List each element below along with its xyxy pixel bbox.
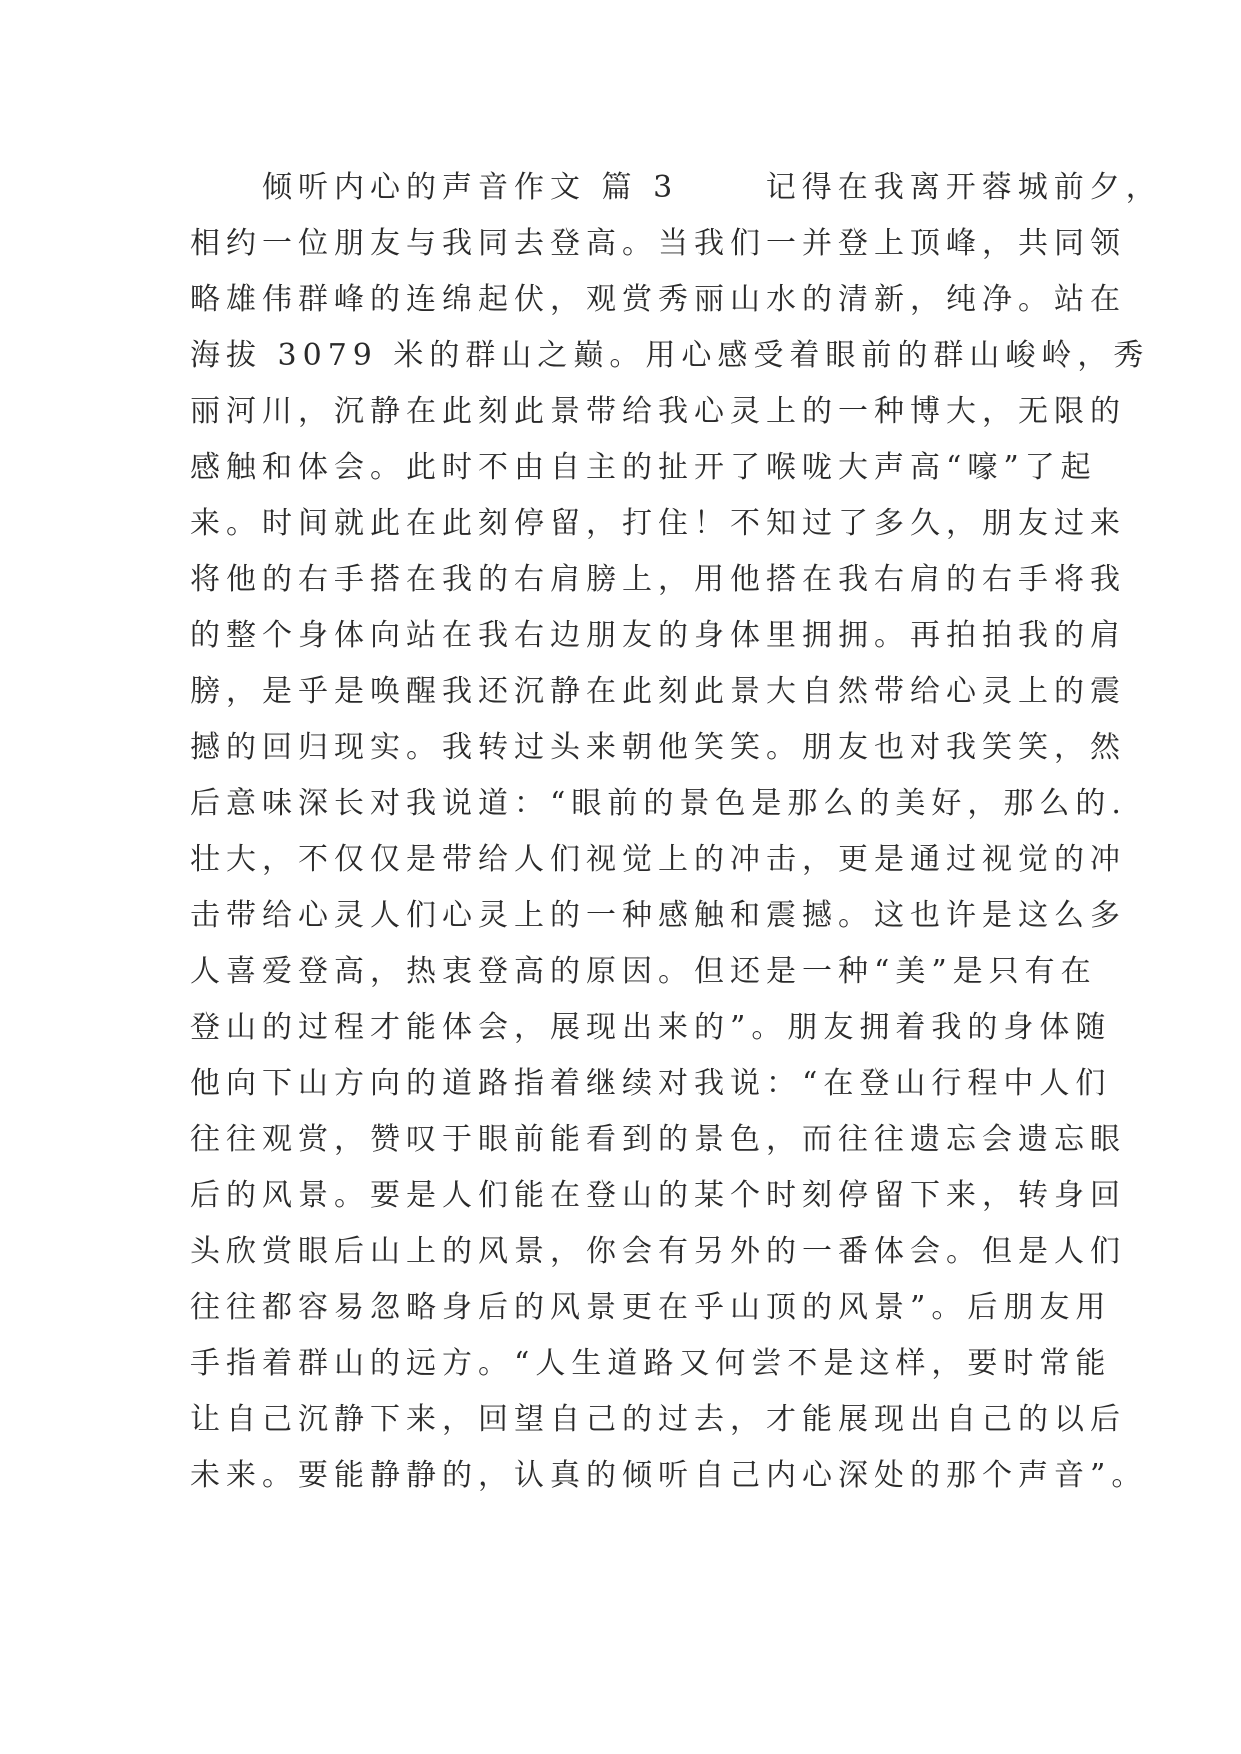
essay-line: 感触和体会。此时不由自主的扯开了喉咙大声高“嚎”了起 <box>190 450 1097 485</box>
essay-line: 相约一位朋友与我同去登高。当我们一并登上顶峰，共同领 <box>190 226 1126 261</box>
essay-line: 倾听内心的声音作文 篇 3 记得在我离开蓉城前夕， <box>190 170 1162 205</box>
essay-line: 略雄伟群峰的连绵起伏，观赏秀丽山水的清新，纯净。站在 <box>190 282 1126 317</box>
essay-line: 手指着群山的远方。“人生道路又何尝不是这样，要时常能 <box>190 1346 1112 1381</box>
essay-line: 登山的过程才能体会，展现出来的”。朋友拥着我的身体随 <box>190 1010 1112 1045</box>
essay-line: 膀，是乎是唤醒我还沉静在此刻此景大自然带给心灵上的震 <box>190 674 1126 709</box>
essay-body <box>190 160 1162 1504</box>
essay-line: 丽河川，沉静在此刻此景带给我心灵上的一种博大，无限的 <box>190 394 1126 429</box>
essay-line: 撼的回归现实。我转过头来朝他笑笑。朋友也对我笑笑，然 <box>190 730 1126 765</box>
essay-line: 往往观赏，赞叹于眼前能看到的景色，而往往遗忘会遗忘眼 <box>190 1122 1126 1157</box>
essay-line: 击带给心灵人们心灵上的一种感触和震撼。这也许是这么多 <box>190 898 1126 933</box>
essay-line: 来。时间就此在此刻停留，打住！不知过了多久，朋友过来 <box>190 506 1126 541</box>
essay-line: 的整个身体向站在我右边朋友的身体里拥拥。再拍拍我的肩 <box>190 618 1126 653</box>
essay-line: 将他的右手搭在我的右肩膀上，用他搭在我右肩的右手将我 <box>190 562 1126 597</box>
essay-line: 让自己沉静下来，回望自己的过去，才能展现出自己的以后 <box>190 1402 1126 1437</box>
essay-line: 壮大，不仅仅是带给人们视觉上的冲击，更是通过视觉的冲 <box>190 842 1126 877</box>
essay-line: 往往都容易忽略身后的风景更在乎山顶的风景”。后朋友用 <box>190 1290 1112 1325</box>
essay-line: 未来。要能静静的，认真的倾听自己内心深处的那个声音”。 <box>190 1458 1148 1493</box>
essay-line: 后的风景。要是人们能在登山的某个时刻停留下来，转身回 <box>190 1178 1126 1213</box>
essay-line: 后意味深长对我说道：“眼前的景色是那么的美好，那么的. <box>190 786 1127 821</box>
essay-line: 他向下山方向的道路指着继续对我说：“在登山行程中人们 <box>190 1066 1112 1101</box>
essay-line: 海拔 3079 米的群山之巅。用心感受着眼前的群山峻岭，秀 <box>190 338 1150 373</box>
essay-line: 人喜爱登高，热衷登高的原因。但还是一种“美”是只有在 <box>190 954 1097 989</box>
essay-line: 头欣赏眼后山上的风景，你会有另外的一番体会。但是人们 <box>190 1234 1126 1269</box>
